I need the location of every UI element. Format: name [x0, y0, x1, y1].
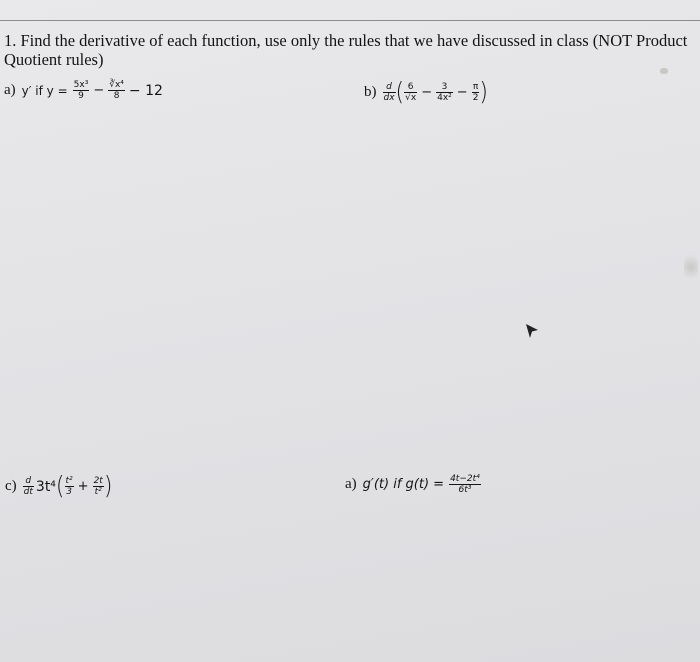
problem-label: a) [345, 476, 357, 492]
numerator: 6 [404, 82, 417, 93]
numerator: d [383, 82, 396, 93]
problem-c-derivative [5, 474, 112, 499]
problem-label: c) [5, 478, 17, 494]
numerator: π [472, 82, 479, 92]
paper-smudge [684, 252, 698, 282]
plus-sign: + [77, 479, 89, 494]
numerator: 3 [436, 82, 453, 93]
instructions [4, 31, 700, 69]
numerator: t² [65, 476, 73, 486]
minus-sign: − [421, 85, 433, 100]
numerator: 2t [93, 476, 103, 486]
problem-a-y-prime [4, 80, 163, 101]
function-fraction [449, 474, 481, 495]
close-paren: ) [479, 78, 489, 107]
fraction-term-1 [65, 476, 74, 497]
problem-label: a) [4, 82, 16, 98]
denominator: 6t³ [458, 485, 472, 495]
problem-text: g′(t) if g(t) = [362, 477, 445, 492]
denominator: 9 [78, 91, 84, 101]
open-paren: ( [395, 78, 405, 107]
numerator: d [23, 476, 34, 487]
fraction-term-2 [93, 476, 104, 497]
coefficient: 3t⁴ [35, 478, 56, 495]
instructions-line-2: Quotient rules) [4, 50, 104, 69]
fraction-term-2 [436, 82, 453, 103]
denominator: dx [383, 93, 395, 103]
minus-sign: − [93, 83, 105, 98]
denominator: t² [94, 487, 102, 497]
problem-prefix: y′ if y = [21, 83, 68, 98]
fraction-term-2 [108, 80, 125, 101]
problem-b-derivative [364, 80, 488, 105]
constant-term: − 12 [128, 82, 163, 99]
page-top-edge [0, 20, 700, 21]
fraction-term-3 [472, 82, 480, 103]
denominator: 8 [113, 91, 120, 101]
derivative-operator [383, 82, 396, 103]
instructions-line-1: 1. Find the derivative of each function, use only the rules that we have discussed in class (NOT Product [4, 31, 688, 50]
denominator: 4x² [437, 93, 452, 103]
open-paren: ( [55, 472, 65, 501]
denominator: 3 [66, 487, 72, 497]
numerator: ∛x⁴ [109, 80, 124, 90]
close-paren: ) [103, 472, 113, 501]
minus-sign: − [456, 85, 468, 100]
denominator: 2 [472, 93, 479, 103]
numerator: 5x³ [73, 80, 89, 90]
denominator: dt [23, 487, 33, 497]
numerator: 4t−2t⁴ [450, 474, 480, 484]
derivative-operator [23, 476, 34, 497]
problem-label: b) [364, 84, 377, 100]
denominator: √x [405, 93, 417, 103]
problem-a-g-prime [345, 474, 481, 495]
mouse-pointer-icon [524, 322, 540, 340]
fraction-term-1 [73, 80, 90, 101]
fraction-term-1 [404, 82, 417, 103]
